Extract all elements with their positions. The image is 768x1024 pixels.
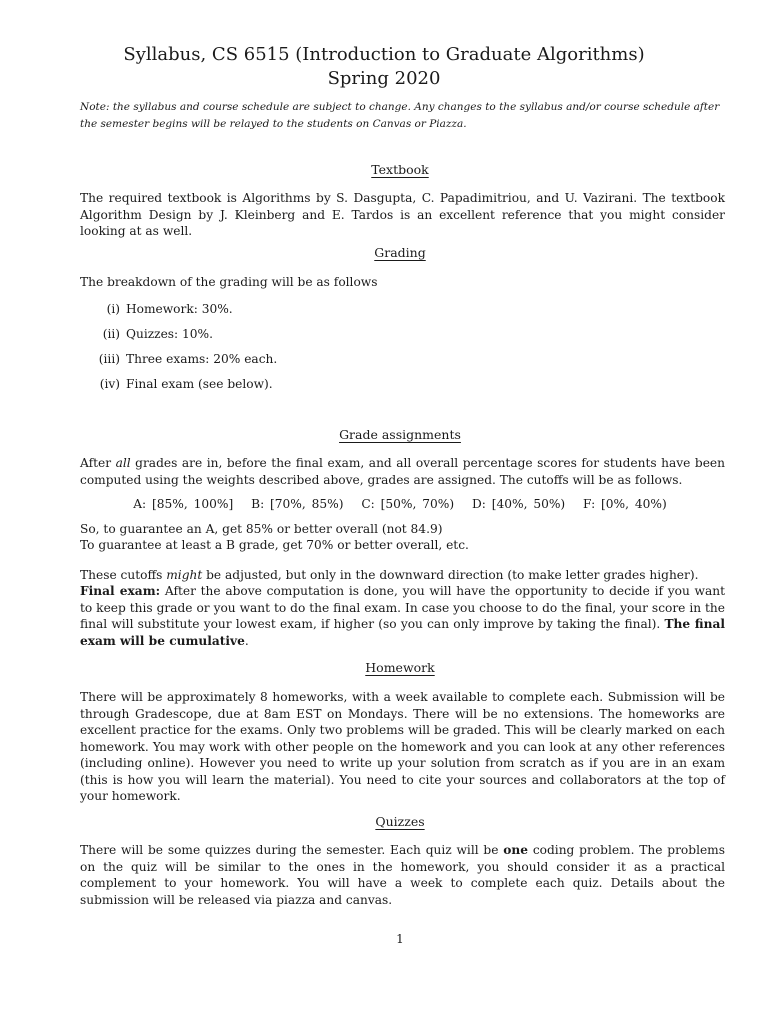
document-subtitle: Spring 2020 xyxy=(327,68,441,89)
guarantee-a-line: So, to guarantee an A, get 85% or better overall (not 84.9) xyxy=(80,522,443,536)
cutoff-a: A: [85%, 100%] xyxy=(133,497,234,511)
document-title: Syllabus, CS 6515 (Introduction to Graduate Algorithms) xyxy=(123,44,645,65)
textbook-paragraph: The required textbook is Algorithms by S. Dasgupta, C. Papadimitriou, and U. Vazirani. The textbook Algorithm Design by J. Kleinberg and E. Tardos is an excellent reference that you might consider looking at as well. xyxy=(80,191,725,238)
grade-assignments-heading: Grade assignments xyxy=(339,427,461,442)
quizzes-heading: Quizzes xyxy=(375,814,425,829)
grade-assignments-intro: After all grades are in, before the final exam, and all overall percentage scores for students have been computed using the weights described above, grades are assigned. The cutoffs will be as follows. xyxy=(80,456,725,487)
grading-item: (iii) Three exams: 20% each. xyxy=(98,352,278,366)
cutoff-b: B: [70%, 85%) xyxy=(251,497,344,511)
quizzes-paragraph: There will be some quizzes during the semester. Each quiz will be one coding problem. The problems on the quiz will be similar to the ones in the homework, you should consider it as a practical complement to your homework. You will have a week to complete each quiz. Details about the submission will be released via piazza and canvas. xyxy=(80,843,725,907)
final-exam-paragraph: Final exam: After the above computation is done, you will have the opportunity to decide if you want to keep this grade or you want to do the final exam. In case you choose to do the final, your score in the final will substitute your lowest exam, if higher (so you can only improve by taking the final). The final exam will be cumulative. xyxy=(80,584,725,648)
cutoff-c: C: [50%, 70%) xyxy=(361,497,455,511)
grading-item: (iv) Final exam (see below). xyxy=(99,377,273,391)
grading-item: (i) Homework: 30%. xyxy=(106,302,233,316)
page-number: 1 xyxy=(396,932,404,946)
grading-heading: Grading xyxy=(374,245,426,260)
grading-intro: The breakdown of the grading will be as follows xyxy=(80,275,378,289)
homework-paragraph: There will be approximately 8 homeworks, with a week available to complete each. Submission will be through Gradescope, due at 8am EST on Mondays. There will be no extensions. The homeworks are excellent practice for the exams. Only two problems will be graded. This will be clearly marked on each homework. You may work with other people on the homework and you can look at any other references (including online). However you need to write up your solution from scratch as if you are in an exam (this is how you will learn the material). You need to cite your sources and collaborators at the top of your homework. xyxy=(80,690,725,803)
cutoff-d: D: [40%, 50%) xyxy=(471,497,566,511)
grading-item: (ii) Quizzes: 10%. xyxy=(102,327,213,341)
schedule-note: Note: the syllabus and course schedule are subject to change. Any changes to the syllabus and/or course schedule after the semester begins will be relayed to the students on Canvas or Piazza. xyxy=(80,101,720,130)
grade-cutoffs xyxy=(0,496,768,512)
cutoff-f: F: [0%, 40%) xyxy=(583,497,667,511)
guarantee-b-line: To guarantee at least a B grade, get 70% or better overall, etc. xyxy=(80,538,469,552)
homework-heading: Homework xyxy=(365,660,435,675)
cutoff-adjust-note: These cutoffs might be adjusted, but only in the downward direction (to make letter grades higher). xyxy=(80,568,699,582)
textbook-heading: Textbook xyxy=(371,162,429,177)
